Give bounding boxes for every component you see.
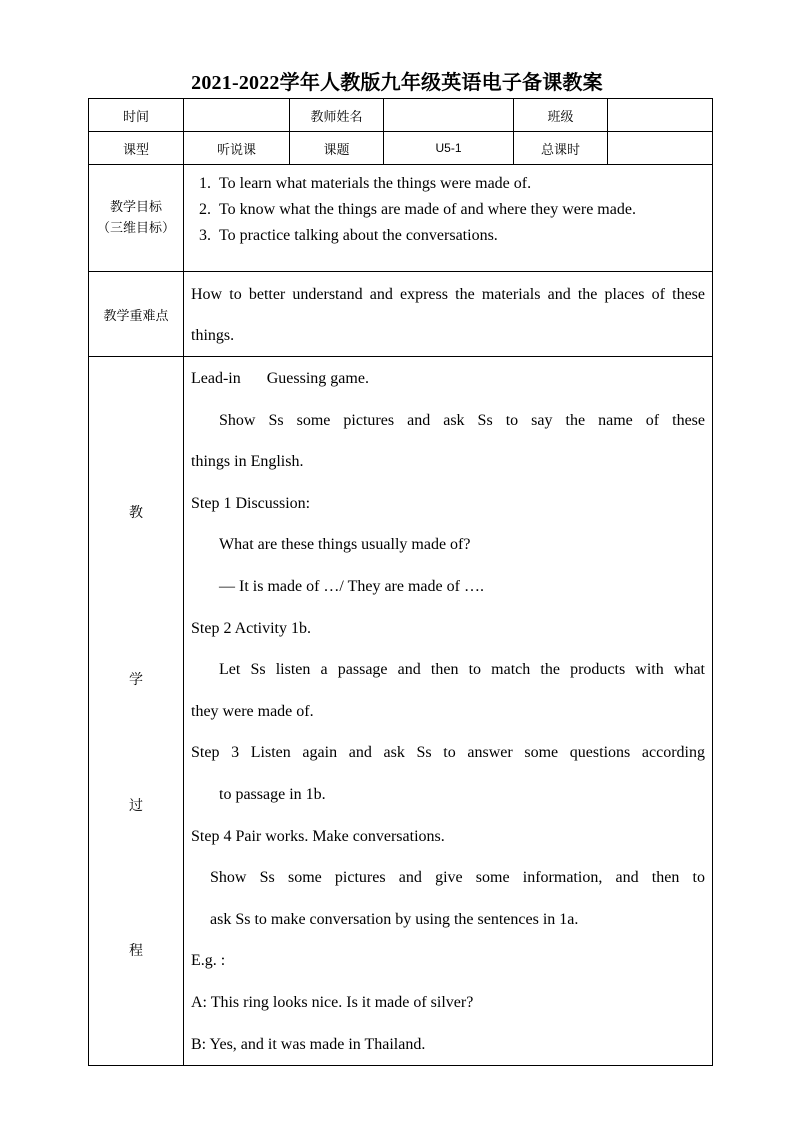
process-label-char: 学 [129,672,143,688]
header-row-2 [89,132,713,165]
process-content [184,357,713,1066]
leadin-desc: Show Ss some pictures and ask Ss to say the name of these [219,411,705,429]
goals-label-line1: 教学目标 [109,200,162,215]
process-label-char: 程 [129,943,143,959]
goals-label-line2: （三维目标） [96,221,175,236]
difficulty-label: 教学重难点 [89,272,184,357]
lesson-type-value: 听说课 [184,132,290,165]
lesson-plan-table [88,98,713,1066]
goals-label [89,165,184,272]
total-periods-label: 总课时 [514,132,608,165]
goals-row [89,165,713,272]
teacher-name-label: 教师姓名 [290,99,384,132]
step4-desc: Show Ss some pictures and give some information, and then to [210,869,705,887]
goals-content [184,165,713,272]
time-value [184,99,290,132]
step1-answer: — It is made of …/ They are made of …. [219,577,484,595]
header-row-1 [89,99,713,132]
step4-heading: Step 4 Pair works. Make conversations. [191,827,445,845]
topic-value: U5-1 [384,132,514,165]
leadin-label: Lead-in [191,370,241,387]
goal-item: 1. To learn what materials the things were made of. [215,171,705,197]
step3-cont: to passage in 1b. [219,785,326,803]
topic-label: 课题 [290,132,384,165]
goal-item: 3. To practice talking about the conversations. [215,223,705,249]
lesson-type-label: 课型 [89,132,184,165]
difficulty-row [89,272,713,357]
class-value [608,99,713,132]
total-periods-value [608,132,713,165]
dialogue-line-a: A: This ring looks nice. Is it made of silver? [191,993,474,1011]
leadin-title: Guessing game. [266,370,369,387]
dialogue-line-b: B: Yes, and it was made in Thailand. [191,1035,426,1053]
example-label: E.g. : [191,952,226,970]
teacher-name-value [384,99,514,132]
step2-heading: Step 2 Activity 1b. [191,619,311,637]
leadin-desc-cont: things in English. [191,453,304,471]
difficulty-text: How to better understand and express the materials and the places of these things. [184,272,713,357]
process-label [89,357,184,1066]
step1-heading: Step 1 Discussion: [191,494,311,512]
page-title: 2021-2022学年人教版九年级英语电子备课教案 [191,72,603,94]
step2-desc: Let Ss listen a passage and then to match the products with what [219,661,705,679]
process-row [89,357,713,1066]
step4-desc-cont: ask Ss to make conversation by using the sentences in 1a. [210,910,579,928]
process-label-char: 过 [129,798,143,814]
goals-list [191,171,705,249]
leadin-line [191,358,705,400]
step1-question: What are these things usually made of? [219,536,471,554]
process-label-char: 教 [129,505,143,521]
time-label: 时间 [89,99,184,132]
step2-desc-cont: they were made of. [191,702,314,720]
class-label: 班级 [514,99,608,132]
step3-heading: Step 3 Listen again and ask Ss to answer some questions according [191,744,705,762]
goal-item: 2. To know what the things are made of and where they were made. [215,197,705,223]
